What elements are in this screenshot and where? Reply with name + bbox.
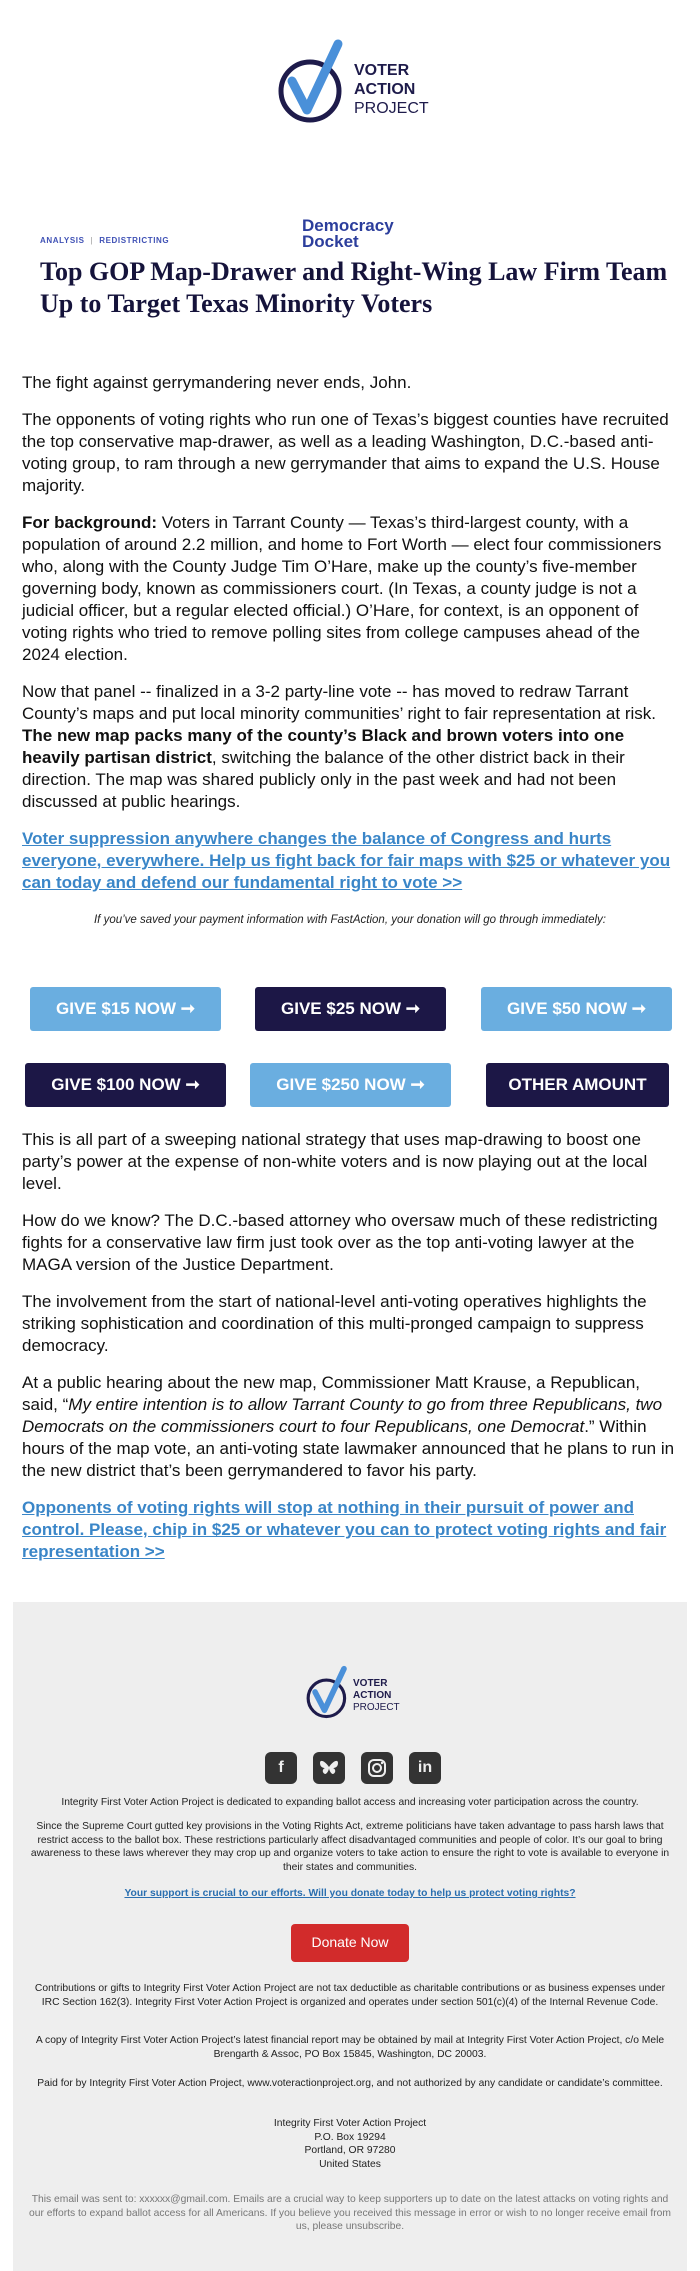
paragraph-4: This is all part of a sweeping national strategy that uses map-drawing to boost one party’s power at the expense of non-white voters and is now playing out at the local level.: [22, 1130, 648, 1193]
donate-link-1[interactable]: Voter suppression anywhere changes the balance of Congress and hurts everyone, everywhere. Help us fight back for fair maps with $25 or whatever you can today and defend our fundamental right to vote >>: [22, 829, 671, 892]
social-links: [265, 1752, 441, 1784]
address-line-2: Portland, OR 97280: [304, 2145, 396, 2156]
footer-logo: [305, 1662, 405, 1724]
footer-logo-line-3: PROJECT: [353, 1702, 400, 1713]
other-amount-button[interactable]: OTHER AMOUNT: [486, 1063, 669, 1107]
footer-mission: Integrity First Voter Action Project is dedicated to expanding ballot access and increasing voter participation across the country.: [61, 1797, 639, 1808]
give-100-button[interactable]: GIVE $100 NOW ➞: [25, 1063, 226, 1107]
email-body-top: [22, 372, 678, 946]
paragraph-3-text-a: Now that panel -- finalized in a 3-2 party-line vote -- has moved to redraw Tarrant County’s maps and put local minority communities’ right to fair representation at risk.: [22, 682, 656, 723]
logo-line-2: ACTION: [354, 81, 416, 98]
meta-separator: |: [90, 236, 94, 245]
checkmark-logo-icon: [276, 36, 346, 126]
address-name: Integrity First Voter Action Project: [273, 2118, 427, 2129]
section-label: ANALYSIS: [40, 236, 85, 245]
give-15-button[interactable]: GIVE $15 NOW ➞: [30, 987, 221, 1031]
fastaction-note: If you’ve saved your payment information with FastAction, your donation will go through immediately:: [93, 914, 606, 926]
give-25-button[interactable]: GIVE $25 NOW ➞: [255, 987, 446, 1031]
voter-action-project-logo: [276, 36, 436, 131]
address-line-1: P.O. Box 19294: [314, 2131, 386, 2143]
linkedin-icon[interactable]: in: [409, 1752, 441, 1784]
footer-logo-line-1: VOTER: [353, 1678, 388, 1689]
logo-line-3: PROJECT: [354, 100, 429, 117]
footer-support-link[interactable]: Your support is crucial to our efforts. Will you donate today to help us protect voting rights?: [124, 1888, 576, 1899]
facebook-icon[interactable]: f: [265, 1752, 297, 1784]
paragraph-3-text-b: , switching the balance of the other district back in their direction. The map was shared publicly only in the past week and had not been discussed at public hearings.: [22, 748, 625, 811]
paragraph-3: [22, 681, 678, 813]
logo-line-1: VOTER: [354, 62, 410, 79]
docket-line-2: Docket: [302, 232, 359, 251]
email-body-bottom: [22, 1129, 678, 1578]
article-headline: Top GOP Map-Drawer and Right-Wing Law Firm Team Up to Target Texas Minority Voters: [40, 257, 668, 318]
paragraph-6: The involvement from the start of national-level anti-voting operatives highlights the striking sophistication and coordination of this multi-pronged campaign to suppress democracy.: [22, 1292, 647, 1355]
footer-tax-note: Contributions or gifts to Integrity First Voter Action Project are not tax deductible as charitable contributions or as business expenses under IRC Section 162(3). Integrity First Voter Action Project is organized and operates under section 501(c)(4) of the Internal Revenue Code.: [34, 1983, 666, 2008]
footer-logo-line-2: ACTION: [353, 1690, 392, 1701]
give-250-button[interactable]: GIVE $250 NOW ➞: [250, 1063, 451, 1107]
footer-address: [25, 2117, 675, 2171]
butterfly-icon[interactable]: [313, 1752, 345, 1784]
paragraph-1: The opponents of voting rights who run one of Texas’s biggest counties have recruited the top conservative map-drawer, as well as a leading Washington, D.C.-based anti-voting group, to ram through a new gerrymander that aims to expand the U.S. House majority.: [22, 410, 669, 495]
paragraph-3-bold: The new map packs many of the county’s Black and brown voters into one heavily partisan district: [22, 726, 625, 767]
give-50-button[interactable]: GIVE $50 NOW ➞: [481, 987, 672, 1031]
paragraph-2-text: Voters in Tarrant County — Texas’s third-largest county, with a population of around 2.2 million, and home to Fort Worth — elect four commissioners who, along with the County Judge Tim O’Hare, make up the county’s five-member governing body, known as commissioners court. (In Texas, a county judge is not a judicial officer, but a regular elected official.) O’Hare, for context, is an opponent of voting rights who tried to remove polling sites from college campuses ahead of the 2024 election.: [22, 513, 662, 664]
footer-context: Since the Supreme Court gutted key provisions in the Voting Rights Act, extreme politicians have taken advantage to pass harsh laws that restrict access to the ballot box. These restrictions particularly affect disadvantaged communities and people of color. It’s our goal to bring awareness to these laws wherever they may crop up and organize voters to take action to ensure the right to vote is available to everyone in their states and communities.: [30, 1821, 670, 1873]
footer-paid-for: Paid for by Integrity First Voter Action Project, www.voteractionproject.org, and not authorized by any candidate or candidate’s committee.: [37, 2078, 663, 2089]
address-line-3: United States: [319, 2158, 381, 2170]
footer-checkmark-logo-icon: [305, 1662, 349, 1722]
paragraph-2-lead: For background:: [22, 513, 158, 532]
paragraph-7-text-a: At a public hearing about the new map, Commissioner Matt Krause, a Republican, said, “: [22, 1373, 640, 1414]
paragraph-2: [22, 512, 678, 666]
krause-quote: My entire intention is to allow Tarrant County to go from three Republicans, two Democrats on the commissioners court to four Republicans, one Democrat: [22, 1395, 663, 1436]
article-meta: [40, 236, 169, 245]
docket-line-1: Democracy: [302, 216, 394, 235]
instagram-icon[interactable]: [361, 1752, 393, 1784]
footer-report-note: A copy of Integrity First Voter Action Project’s latest financial report may be obtained by mail at Integrity First Voter Action Project, c/o Mele Brengarth & Assoc, PO Box 15845, Washington, DC 20003.: [35, 2035, 665, 2060]
topic-label: REDISTRICTING: [99, 236, 170, 245]
paragraph-7-text-b: .” Within hours of the map vote, an anti-voting state lawmaker announced that he plans to run in the new district that’s been gerrymandered to favor his party.: [22, 1417, 675, 1480]
paragraph-7: [22, 1372, 678, 1482]
greeting: The fight against gerrymandering never ends, John.: [22, 373, 412, 392]
democracy-docket-logo: [302, 218, 394, 250]
donate-link-2[interactable]: Opponents of voting rights will stop at nothing in their pursuit of power and control. Please, chip in $25 or whatever you can to protect voting rights and fair representation >>: [22, 1498, 667, 1561]
footer-unsubscribe-note: This email was sent to: xxxxxx@gmail.com. Emails are a crucial way to keep supporters up to date on the latest attacks on voting rights and our efforts to expand ballot access for all Americans. If you believe you received this message in error or wish to no longer receive email from us, please unsubscribe.: [29, 2194, 671, 2232]
donate-now-button[interactable]: Donate Now: [291, 1924, 409, 1962]
footer: [13, 1602, 687, 2271]
paragraph-5: How do we know? The D.C.-based attorney who oversaw much of these redistricting fights for a conservative law firm just took over as the top anti-voting lawyer at the MAGA version of the Justice Department.: [22, 1211, 658, 1274]
